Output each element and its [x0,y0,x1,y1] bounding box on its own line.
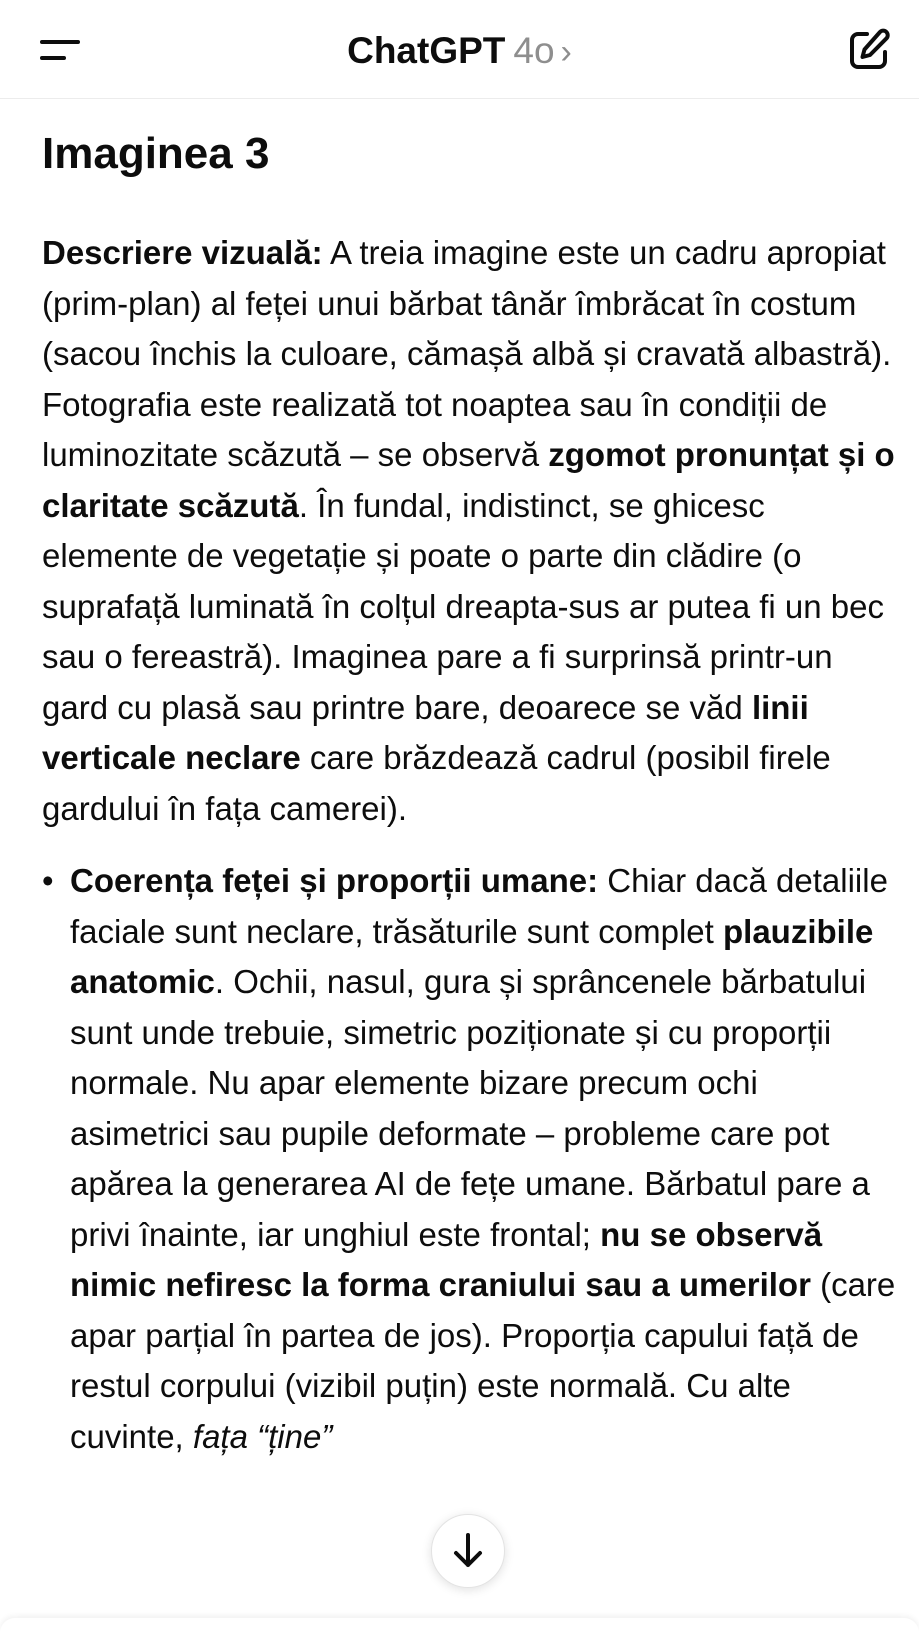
list-item-label: Coerența feței și proporții umane: [70,862,599,899]
paragraph-text-2: . În fundal, indistinct, se ghicesc elemente de vegetație și poate o parte din clădire (o suprafață luminată în colțul dreapta-sus ar putea fi un bec sau o fereastră). Imaginea pare a fi surprinsă printr-un gard cu plasă sau printre bare, deoarece se văd [42,486,884,726]
paragraph-text-1: A treia imagine este un cadru apropiat (prim-plan) al feței unui bărbat tânăr îmbrăcat în costum (sacou închis la culoare, cămașă albă și cravată albastră). Fotografia este realizată tot noaptea sau în condiții de luminozitate scăzută – se observă [42,234,892,473]
list-item [42,856,902,1462]
paragraph-bold-1: zgomot pronunțat și o claritate scăzută [42,436,895,524]
bullet-marker: • [42,862,54,899]
app-title: ChatGPT [347,30,506,71]
visual-description-paragraph [42,228,902,834]
compose-icon [845,26,893,74]
section-heading: Imaginea 3 [42,129,270,178]
composer-edge [0,1618,919,1633]
list-item-bold-1: plauzibile anatomic [70,912,874,1000]
list-item-italic-1: fața “ține” [192,1417,333,1455]
paragraph-text-3: care brăzdează cadrul (posibil firele gardului în fața camerei). [42,739,831,827]
new-chat-button[interactable] [845,26,893,74]
top-bar [0,0,919,99]
list-item-text-3: (care apar parțial în partea de jos). Proporția capului față de restul corpului (vizibil puțin) este normală. Cu alte cuvinte, [70,1266,896,1455]
list-item-text-1: Chiar dacă detaliile faciale sunt neclare, trăsăturile sunt complet [70,862,888,950]
scroll-to-bottom-button[interactable] [431,1514,505,1588]
paragraph-label: Descriere vizuală: [42,234,323,271]
arrow-down-icon [450,1531,486,1571]
model-name: 4o [513,30,555,71]
analysis-list [42,856,902,1462]
list-item-bold-2: nu se observă nimic nefiresc la forma craniului sau a umerilor [70,1215,823,1303]
list-item-text-2: . Ochii, nasul, gura și sprâncenele bărbatului sunt unde trebuie, simetric poziționate și cu proporții normale. Nu apar elemente bizare precum ochi asimetrici sau pupile deformate – probleme care pot apărea la generarea AI de fețe umane. Bărbatul pare a privi înainte, iar unghiul este frontal; [70,963,870,1253]
model-selector[interactable] [0,28,919,75]
chevron-right-icon: › [560,33,572,71]
assistant-message [42,122,902,1462]
paragraph-bold-2: linii verticale neclare [42,688,809,776]
